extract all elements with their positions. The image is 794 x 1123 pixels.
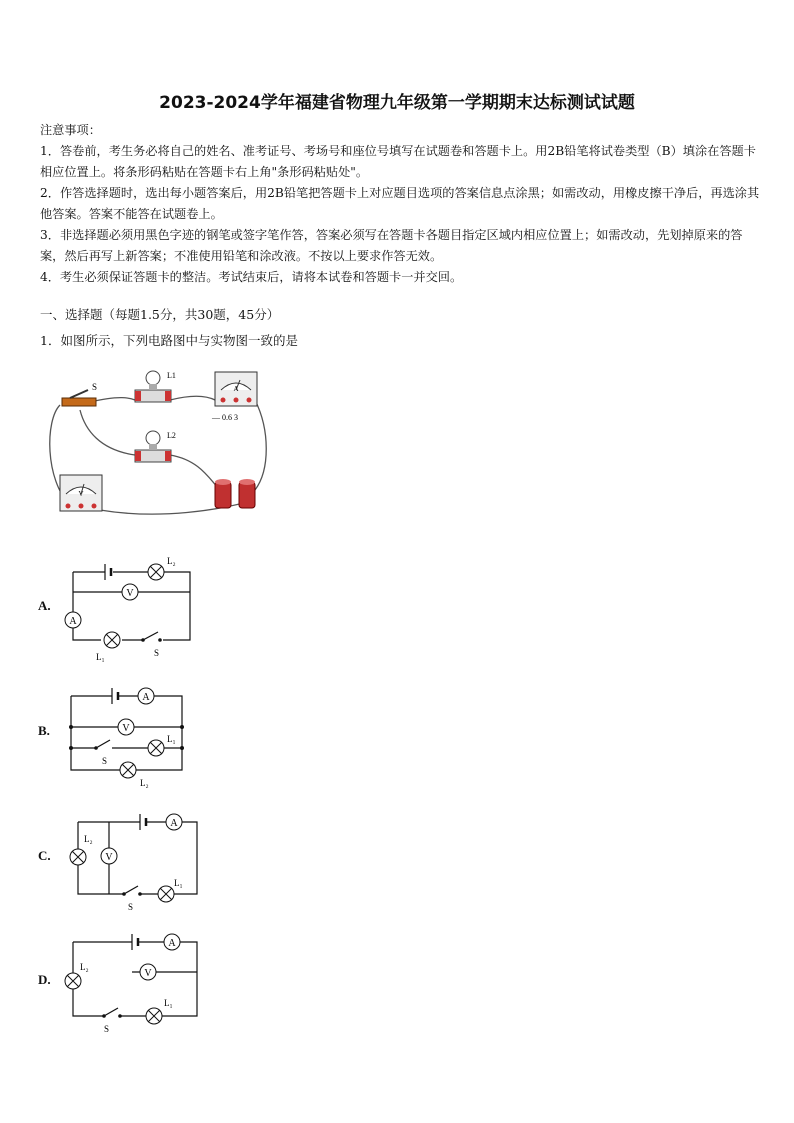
ammeter-symbol: A bbox=[168, 938, 176, 949]
switch-label: S bbox=[104, 1024, 110, 1034]
switch-label: S bbox=[128, 902, 134, 912]
lamp1-label: L₁ bbox=[167, 734, 176, 744]
lamp1-label: L₁ bbox=[164, 998, 173, 1008]
section-heading: 一、选择题（每题1.5分，共30题，45分） bbox=[40, 307, 280, 322]
lamp2-label: L₂ bbox=[140, 778, 149, 788]
question-text: 1．如图所示，下列电路图中与实物图一致的是 bbox=[40, 333, 298, 348]
note-item: 2．作答选择题时，选出每小题答案后，用2B铅笔把答题卡上对应题目选项的答案信息点涂黑；如需改动，用橡皮擦干净后，再选涂其他答案。答案不能答在试题卷上。 bbox=[40, 186, 760, 221]
voltmeter-symbol: V bbox=[122, 723, 130, 734]
switch-label: S bbox=[92, 382, 98, 392]
voltmeter-symbol: V bbox=[78, 490, 84, 498]
option-d-circuit bbox=[60, 928, 210, 1038]
voltmeter-symbol: V bbox=[144, 968, 152, 979]
ammeter-terminals: — 0.6 3 bbox=[212, 413, 238, 422]
lamp2-label: L2 bbox=[167, 431, 176, 440]
ammeter-symbol: A bbox=[233, 385, 239, 393]
note-item: 1．答卷前，考生务必将自己的姓名、准考证号、考场号和座位号填写在试题卷和答题卡上。用2B铅笔将试卷类型（B）填涂在答题卡相应位置上。将条形码粘贴在答题卡右上角"条形码粘贴处"。 bbox=[40, 144, 756, 179]
exam-notes bbox=[40, 120, 760, 288]
option-c-label: C. bbox=[38, 848, 51, 863]
switch-label: S bbox=[102, 756, 108, 766]
lamp1-label: L₁ bbox=[174, 878, 183, 888]
note-item: 3．非选择题必须用黑色字迹的钢笔或签字笔作答，答案必须写在答题卡各题目指定区域内相应位置上；如需改动，先划掉原来的答案，然后再写上新答案；不准使用铅笔和涂改液。不按以上要求作答无效。 bbox=[40, 228, 743, 263]
ammeter-symbol: A bbox=[170, 818, 178, 829]
option-c-circuit bbox=[60, 808, 210, 918]
notes-heading: 注意事项： bbox=[40, 123, 101, 137]
option-d-label: D. bbox=[38, 972, 51, 987]
note-item: 4．考生必须保证答题卡的整洁。考试结束后，请将本试卷和答题卡一并交回。 bbox=[40, 270, 463, 284]
battery-icon bbox=[215, 479, 255, 508]
option-a-label: A. bbox=[38, 598, 51, 613]
lamp2-label: L₂ bbox=[80, 962, 89, 972]
ammeter-symbol: A bbox=[69, 616, 77, 627]
voltmeter-symbol: V bbox=[126, 588, 134, 599]
option-b-circuit bbox=[60, 680, 200, 790]
lamp1-label: L1 bbox=[167, 371, 176, 380]
page-title: 2023-2024学年福建省物理九年级第一学期期末达标测试试题 bbox=[159, 93, 635, 113]
option-b-label: B. bbox=[38, 723, 50, 738]
lamp2-label: L₂ bbox=[167, 556, 176, 566]
lamp1-label: L₁ bbox=[96, 652, 105, 662]
lamp-icon bbox=[135, 431, 171, 462]
switch-label: S bbox=[154, 648, 160, 658]
switch-icon bbox=[62, 390, 96, 406]
option-a-circuit bbox=[60, 552, 200, 662]
physical-circuit-figure bbox=[40, 360, 280, 530]
voltmeter-symbol: V bbox=[105, 852, 113, 863]
lamp-icon bbox=[135, 371, 171, 402]
ammeter-symbol: A bbox=[142, 692, 150, 703]
lamp2-label: L₂ bbox=[84, 834, 93, 844]
